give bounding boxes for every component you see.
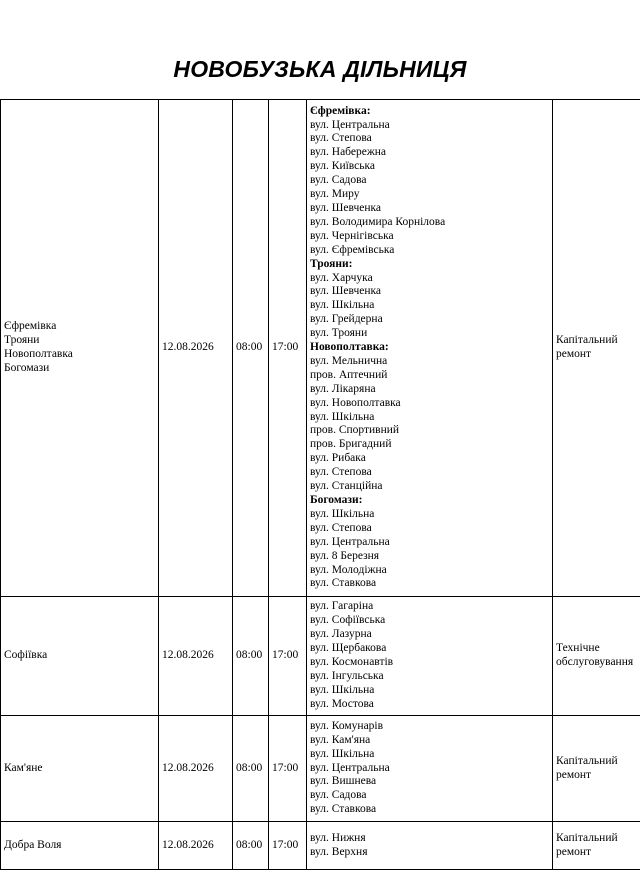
streets-cell	[307, 716, 553, 822]
street-name: вул. Миру	[310, 188, 360, 201]
street-name: вул. 8 Березня	[310, 549, 380, 562]
street-name: вул. Шкільна	[310, 410, 375, 423]
street-name: вул. Гагаріна	[310, 600, 374, 613]
street-name: вул. Кам'яна	[310, 733, 371, 746]
time-from-cell: 08:00	[233, 100, 269, 597]
street-name: вул. Верхня	[310, 845, 368, 858]
date-cell: 12.08.2026	[159, 716, 233, 822]
street-name: вул. Центральна	[310, 535, 390, 548]
work-type-text: Капітальний	[556, 831, 618, 844]
settlement-name: Софіївка	[4, 649, 48, 662]
street-name: вул. Чернігівська	[310, 229, 394, 242]
street-name: вул. Степова	[310, 521, 372, 534]
street-name: вул. Інгульська	[310, 669, 384, 682]
street-name: вул. Садова	[310, 174, 367, 187]
date-cell: 12.08.2026	[159, 597, 233, 716]
date-cell: 12.08.2026	[159, 822, 233, 870]
time-to-cell: 17:00	[269, 100, 307, 597]
street-name: вул. Грейдерна	[310, 313, 383, 326]
street-name: вул. Харчука	[310, 271, 373, 284]
outage-schedule-table	[0, 99, 640, 870]
street-name: вул. Шкільна	[310, 683, 375, 696]
street-name: вул. Ставкова	[310, 803, 377, 816]
street-name: вул. Центральна	[310, 761, 390, 774]
street-name: вул. Рибака	[310, 452, 366, 465]
work-type-cell	[553, 716, 640, 822]
street-name: вул. Шкільна	[310, 747, 375, 760]
street-name: вул. Садова	[310, 789, 367, 802]
street-name: вул. Лікаряна	[310, 382, 376, 395]
settlement-name: Новополтавка	[4, 348, 73, 360]
street-name: вул. Мельнична	[310, 354, 388, 367]
work-type-text: Капітальний	[556, 334, 618, 347]
street-name: вул. Молодіжна	[310, 563, 387, 576]
streets-cell	[307, 597, 553, 716]
page-title: НОВОБУЗЬКА ДІЛЬНИЦЯ	[173, 56, 467, 82]
street-name: вул. Лазурна	[310, 628, 372, 641]
street-name: пров. Бригадний	[310, 438, 392, 451]
street-name: вул. Степова	[310, 132, 372, 145]
street-name: вул. Набережна	[310, 146, 387, 159]
settlements-cell	[1, 822, 159, 870]
table-row	[1, 100, 640, 597]
streets-cell	[307, 100, 553, 597]
work-type-cell	[553, 597, 640, 716]
settlement-name: Добра Воля	[4, 838, 62, 851]
schedule-body	[1, 100, 640, 870]
street-name: вул. Щербакова	[310, 642, 387, 655]
work-type-text: ремонт	[556, 845, 592, 858]
settlements-cell	[1, 100, 159, 597]
work-type-cell	[553, 100, 640, 597]
street-name: вул. Центральна	[310, 118, 390, 131]
street-name: вул. Шкільна	[310, 507, 375, 520]
settlements-cell	[1, 597, 159, 716]
time-to-cell: 17:00	[269, 716, 307, 822]
work-type-text: ремонт	[556, 768, 592, 781]
village-heading: Трояни:	[310, 257, 353, 270]
street-name: вул. Комунарів	[310, 719, 384, 732]
work-type-text: обслуговування	[556, 656, 634, 668]
village-heading: Єфремівка:	[310, 104, 371, 117]
street-name: вул. Шевченка	[310, 201, 382, 214]
table-row	[1, 716, 640, 822]
time-to-cell: 17:00	[269, 822, 307, 870]
street-name: вул. Космонавтів	[310, 656, 394, 668]
table-row	[1, 822, 640, 870]
work-type-text: ремонт	[556, 348, 592, 360]
work-type-text: Технічне	[556, 642, 600, 655]
time-from-cell: 08:00	[233, 822, 269, 870]
time-from-cell: 08:00	[233, 716, 269, 822]
work-type-cell	[553, 822, 640, 870]
time-to-cell: 17:00	[269, 597, 307, 716]
street-name: вул. Шевченка	[310, 285, 382, 298]
street-name: вул. Новополтавка	[310, 396, 401, 409]
date-cell: 12.08.2026	[159, 100, 233, 597]
street-name: вул. Ставкова	[310, 577, 377, 590]
settlement-name: Трояни	[4, 334, 40, 347]
settlement-name: Кам'яне	[4, 761, 43, 774]
time-from-cell: 08:00	[233, 597, 269, 716]
street-name: вул. Вишнева	[310, 775, 377, 788]
streets-cell	[307, 822, 553, 870]
settlement-name: Єфремівка	[4, 320, 57, 333]
street-name: вул. Нижня	[310, 831, 366, 844]
street-name: вул. Київська	[310, 160, 376, 173]
street-name: вул. Мостова	[310, 697, 374, 710]
village-heading: Новополтавка:	[310, 341, 389, 354]
street-name: вул. Єфремівська	[310, 243, 395, 256]
street-name: пров. Спортивний	[310, 424, 400, 437]
street-name: вул. Степова	[310, 466, 372, 479]
street-name: пров. Аптечний	[310, 368, 388, 381]
work-type-text: Капітальний	[556, 754, 618, 767]
settlements-cell	[1, 716, 159, 822]
street-name: вул. Володимира Корнілова	[310, 215, 446, 228]
settlement-name: Богомази	[4, 361, 50, 374]
street-name: вул. Трояни	[310, 327, 368, 340]
street-name: вул. Софіївська	[310, 614, 386, 627]
street-name: вул. Шкільна	[310, 299, 375, 312]
village-heading: Богомази:	[310, 494, 363, 507]
street-name: вул. Станційна	[310, 480, 383, 493]
table-row	[1, 597, 640, 716]
